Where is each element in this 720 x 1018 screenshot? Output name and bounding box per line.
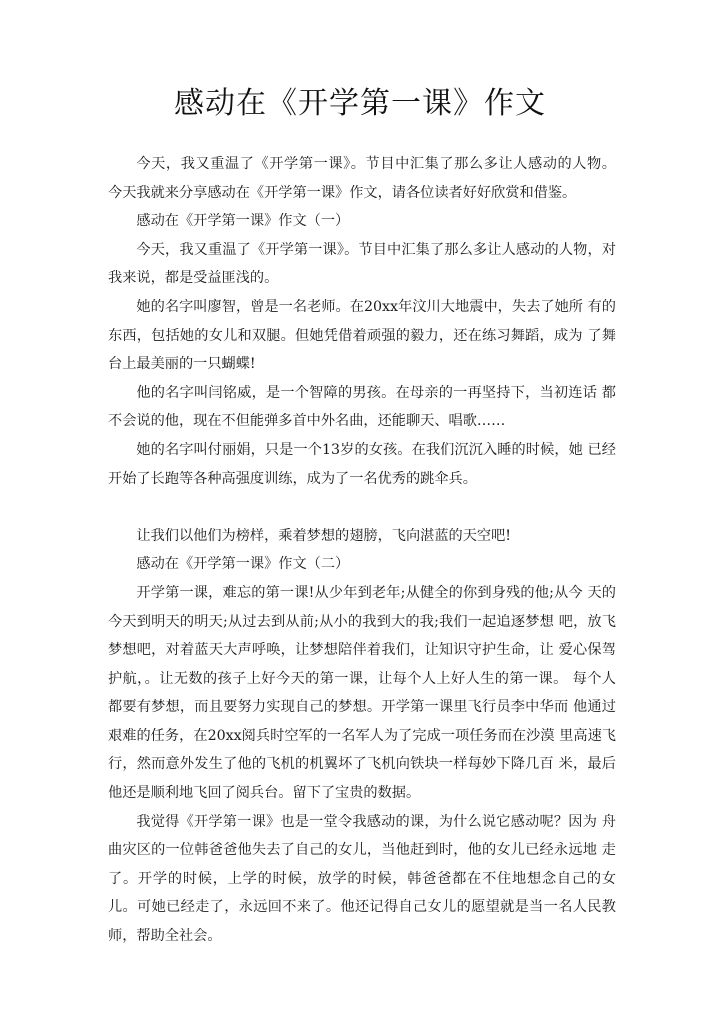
blank-line	[108, 493, 616, 522]
paragraph: 今天，我又重温了《开学第一课》。节目中汇集了那么多让人感动的人物，对我来说，都是受益匪浅的。	[108, 241, 616, 287]
paragraph: 他的名字叫闫铭威，是一个智障的男孩。在母亲的一再坚持下，当初连话 都不会说的他，现在不但能弹多首中外名曲，还能聊天、唱歌……	[108, 384, 616, 430]
section-heading-1: 感动在《开学第一课》作文（一）	[136, 213, 350, 230]
document-title: 感动在《开学第一课》作文	[174, 86, 546, 121]
section-heading-2: 感动在《开学第一课》作文（二）	[136, 556, 350, 573]
paragraph: 她的名字叫付丽娟，只是一个13岁的女孩。在我们沉沉入睡的时候，她 已经开始了长跑等各种高强度训练，成为了一名优秀的跳伞兵。	[108, 441, 616, 487]
paragraph: 她的名字叫廖智，曾是一名老师。在20xx年汶川大地震中，失去了她所 有的东西，包括她的女儿和双腿。但她凭借着顽强的毅力，还在练习舞蹈，成为 了舞台上最美丽的一只蝴蝶!	[108, 298, 616, 373]
paragraph: 我觉得《开学第一课》也是一堂令我感动的课，为什么说它感动呢？因为 舟曲灾区的一位韩爸爸他失去了自己的女儿，当他赶到时，他的女儿已经永远地 走了。开学的时候，上学的时候，放学的时候，韩爸爸都在不住地想念自己的女 儿。可她已经走了，永远回不来了。他还记得自己女儿的愿望就是当一名人民教 师，帮助全社会。	[108, 813, 616, 945]
paragraph: 让我们以他们为榜样，乘着梦想的翅膀，飞向湛蓝的天空吧!	[136, 527, 511, 544]
paragraph: 开学第一课，难忘的第一课!从少年到老年;从健全的你到身残的他;从今 天的今天到明天的明天;从过去到从前;从小的我到大的我;我们一起追逐梦想 吧，放飞梦想吧，对着蓝天大声呼唤，让梦想陪伴着我们，让知识守护生命，让 爱心保驾护航，。让无数的孩子上好今天的第一课，让每个人上好人生的第一课。 每个人都要有梦想，而且要努力实现自己的梦想。开学第一课里飞行员李中华而 他通过艰难的任务，在20xx阅兵时空军的一名军人为了完成一项任务而在沙漠 里高速飞行，然而意外发生了他的飞机的机翼坏了飞机向铁块一样每妙下降几百 米，最后他还是顺利地飞回了阅兵台。留下了宝贵的数据。	[108, 584, 616, 802]
paragraph-intro: 今天，我又重温了《开学第一课》。节目中汇集了那么多让人感动的人物。 今天我就来分享感动在《开学第一课》作文，请各位读者好好欣赏和借鉴。	[108, 156, 616, 201]
document-body	[108, 150, 616, 951]
